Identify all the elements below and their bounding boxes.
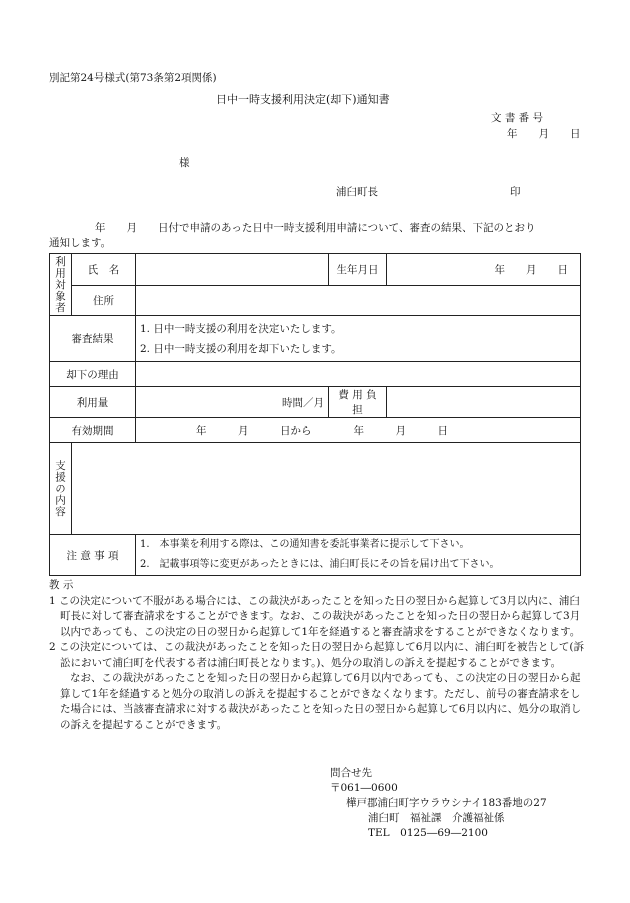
seal-mark: 印 — [510, 186, 521, 198]
reject-reason-field[interactable] — [136, 362, 581, 387]
document-title: 日中一時支援利用決定(却下)通知書 — [216, 93, 390, 106]
instruction-2: 2 この決定については、この裁決があったことを知った日の翌日から起算して6月以内に、浦臼町を被告として(訴訟において浦臼町を代表する者は浦臼町長となります。)、処分の取消しの訴えを提起することができます。 — [49, 641, 584, 669]
issuer-name: 浦臼町長 — [336, 186, 378, 198]
contact-department: 浦臼町 福祉課 介護福祉係 — [368, 812, 505, 824]
address-label: 住所 — [72, 286, 136, 316]
birth-label: 生年月日 — [329, 254, 387, 286]
instruction-title: 教 示 — [49, 579, 74, 591]
intro-line-2: 通知します。 — [49, 237, 112, 249]
instruction-3: なお、この裁決があったことを知った日の翌日から起算して6月以内であっても、この決定の日の翌日から起算して1年を経過すると処分の取消しの訴えを提起することができなくなります。ただし、前号の審査請求をした場合には、当該審査請求に対する裁決があったことを知った日の翌日から起算して6月以内に、処分の取消しの訴えを提起することができます。 — [60, 672, 582, 731]
usage-label: 利用量 — [50, 387, 136, 418]
support-field[interactable] — [72, 443, 581, 535]
name-label: 氏 名 — [72, 254, 136, 286]
result-option-approve[interactable]: 1. 日中一時支援の利用を決定いたします。 — [140, 322, 342, 335]
document-number-label: 文 書 番 号 — [491, 112, 544, 124]
instruction-section — [49, 578, 589, 733]
support-label: 支援の内容 — [50, 443, 72, 535]
contact-phone: TEL 0125―69―2100 — [368, 827, 488, 839]
issue-date: 年 月 日 — [507, 128, 581, 140]
usage-field[interactable]: 時間／月 — [136, 387, 329, 418]
cost-label: 費 用 負 担 — [329, 387, 387, 418]
address-field[interactable] — [136, 286, 581, 316]
birth-field[interactable]: 年 月 日 — [387, 254, 581, 286]
contact-address: 樺戸郡浦臼町字ウラウシナイ183番地の27 — [346, 797, 547, 809]
note-1: 1. 本事業を利用する際は、この通知書を委託事業者に提示して下さい。 — [140, 539, 470, 550]
result-label: 審査結果 — [50, 316, 136, 362]
notes-content — [136, 535, 581, 576]
subject-label: 利用対象者 — [50, 254, 72, 316]
period-field[interactable]: 年 月 日から 年 月 日 — [136, 418, 581, 443]
period-label: 有効期間 — [50, 418, 136, 443]
name-field[interactable] — [136, 254, 329, 286]
notes-label: 注 意 事 項 — [50, 535, 136, 576]
cost-field[interactable] — [387, 387, 581, 418]
result-options[interactable] — [136, 316, 581, 362]
contact-postal: 〒061―0600 — [330, 782, 398, 794]
result-option-reject[interactable]: 2. 日中一時支援の利用を却下いたします。 — [140, 342, 342, 355]
intro-line-1: 年 月 日付で申請のあった日中一時支援利用申請について、審査の結果、下記のとおり — [95, 222, 536, 234]
form-reference: 別記第24号様式(第73条第2項関係) — [49, 72, 217, 84]
decision-table — [49, 253, 581, 576]
reject-reason-label: 却下の理由 — [50, 362, 136, 387]
recipient-suffix: 様 — [179, 157, 190, 169]
note-2: 2. 記載事項等に変更があったときには、浦臼町長にその旨を届け出て下さい。 — [140, 559, 500, 570]
contact-label: 問合せ先 — [330, 767, 372, 779]
instruction-1: 1 この決定について不服がある場合には、この裁決があったことを知った日の翌日から起算して3月以内に、浦臼町長に対して審査請求をすることができます。なお、この裁決があったことを知った日の翌日から起算して3月以内であっても、この決定の日の翌日から起算して1年を経過すると審査請求をすることができなくなります。 — [49, 594, 581, 638]
